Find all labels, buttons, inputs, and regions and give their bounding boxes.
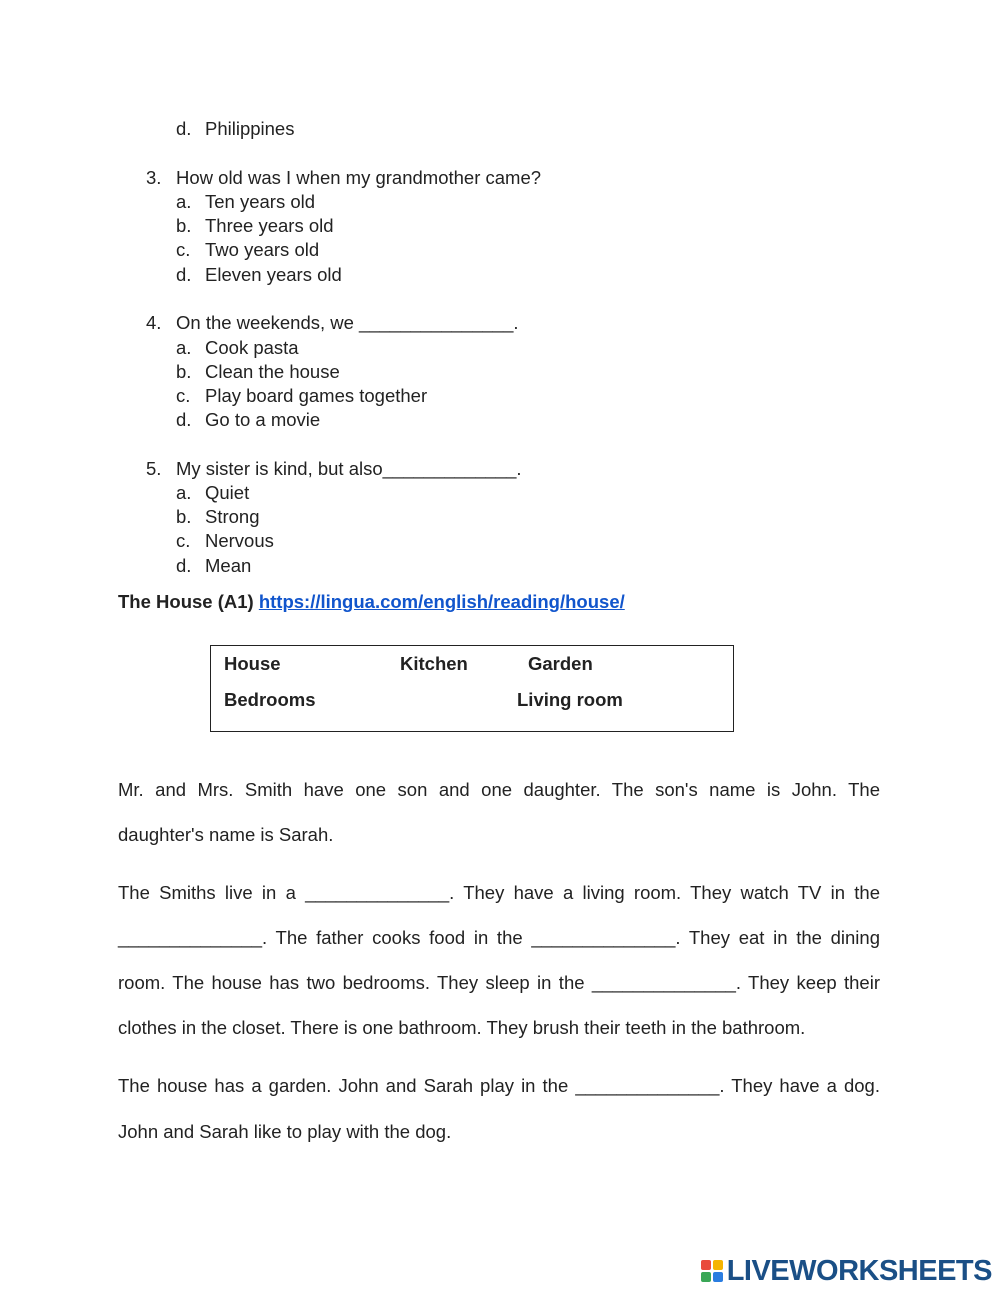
logo-block <box>701 1272 711 1282</box>
word-bank <box>210 645 734 732</box>
option-text: Philippines <box>205 118 295 139</box>
option-letter: d. <box>176 118 192 139</box>
logo-blocks-icon <box>701 1260 723 1282</box>
option-letter: c. <box>176 239 191 260</box>
question-number: 3. <box>146 167 162 188</box>
word-bank-item: Bedrooms <box>224 689 316 710</box>
option-letter: a. <box>176 337 192 358</box>
option-letter: d. <box>176 264 192 285</box>
option-text: Quiet <box>205 482 250 503</box>
option-letter: a. <box>176 482 192 503</box>
option-letter: b. <box>176 361 192 382</box>
option-text: Eleven years old <box>205 264 342 285</box>
section-title-text: The House (A1) <box>118 591 254 612</box>
option-letter: d. <box>176 555 192 576</box>
option-text: Ten years old <box>205 191 316 212</box>
story-line: daughter's name is Sarah. <box>118 824 334 845</box>
question-text: On the weekends, we _______________. <box>176 312 519 333</box>
logo-block <box>713 1260 723 1270</box>
logo-block <box>701 1260 711 1270</box>
option-text: Clean the house <box>205 361 340 382</box>
word-bank-item: Living room <box>517 689 623 710</box>
option-text: Two years old <box>205 239 320 260</box>
section-title <box>118 591 625 613</box>
question-number: 5. <box>146 458 162 479</box>
option-letter: a. <box>176 191 192 212</box>
liveworksheets-logo <box>701 1254 992 1288</box>
question-text: My sister is kind, but also_____________. <box>176 458 522 479</box>
option-letter: b. <box>176 215 192 236</box>
word-bank-item: Garden <box>528 653 593 674</box>
story-line: ______________. The father cooks food in the ______________. They eat in the dining <box>118 927 880 948</box>
word-bank-item: House <box>224 653 281 674</box>
option-text: Strong <box>205 506 260 527</box>
option-text: Cook pasta <box>205 337 299 358</box>
option-text: Mean <box>205 555 252 576</box>
option-text: Nervous <box>205 530 274 551</box>
story-line: clothes in the closet. There is one bathroom. They brush their teeth in the bathroom. <box>118 1017 806 1038</box>
option-letter: d. <box>176 409 192 430</box>
source-link[interactable]: https://lingua.com/english/reading/house/ <box>258 591 625 612</box>
option-text: Go to a movie <box>205 409 321 430</box>
question-number: 4. <box>146 312 162 333</box>
option-letter: c. <box>176 385 191 406</box>
story-line: The Smiths live in a ______________. They have a living room. They watch TV in the <box>118 882 880 903</box>
story-line: room. The house has two bedrooms. They sleep in the ______________. They keep their <box>118 972 880 993</box>
option-letter: c. <box>176 530 191 551</box>
option-text: Three years old <box>205 215 334 236</box>
question-text: How old was I when my grandmother came? <box>176 167 542 188</box>
word-bank-item: Kitchen <box>400 653 468 674</box>
story-line: The house has a garden. John and Sarah play in the ______________. They have a dog. <box>118 1075 880 1096</box>
story-line: Mr. and Mrs. Smith have one son and one daughter. The son's name is John. The <box>118 779 880 800</box>
story-line: John and Sarah like to play with the dog. <box>118 1121 452 1142</box>
option-text: Play board games together <box>205 385 428 406</box>
logo-text: LIVEWORKSHEETS <box>726 1254 992 1287</box>
logo-block <box>713 1272 723 1282</box>
option-letter: b. <box>176 506 192 527</box>
